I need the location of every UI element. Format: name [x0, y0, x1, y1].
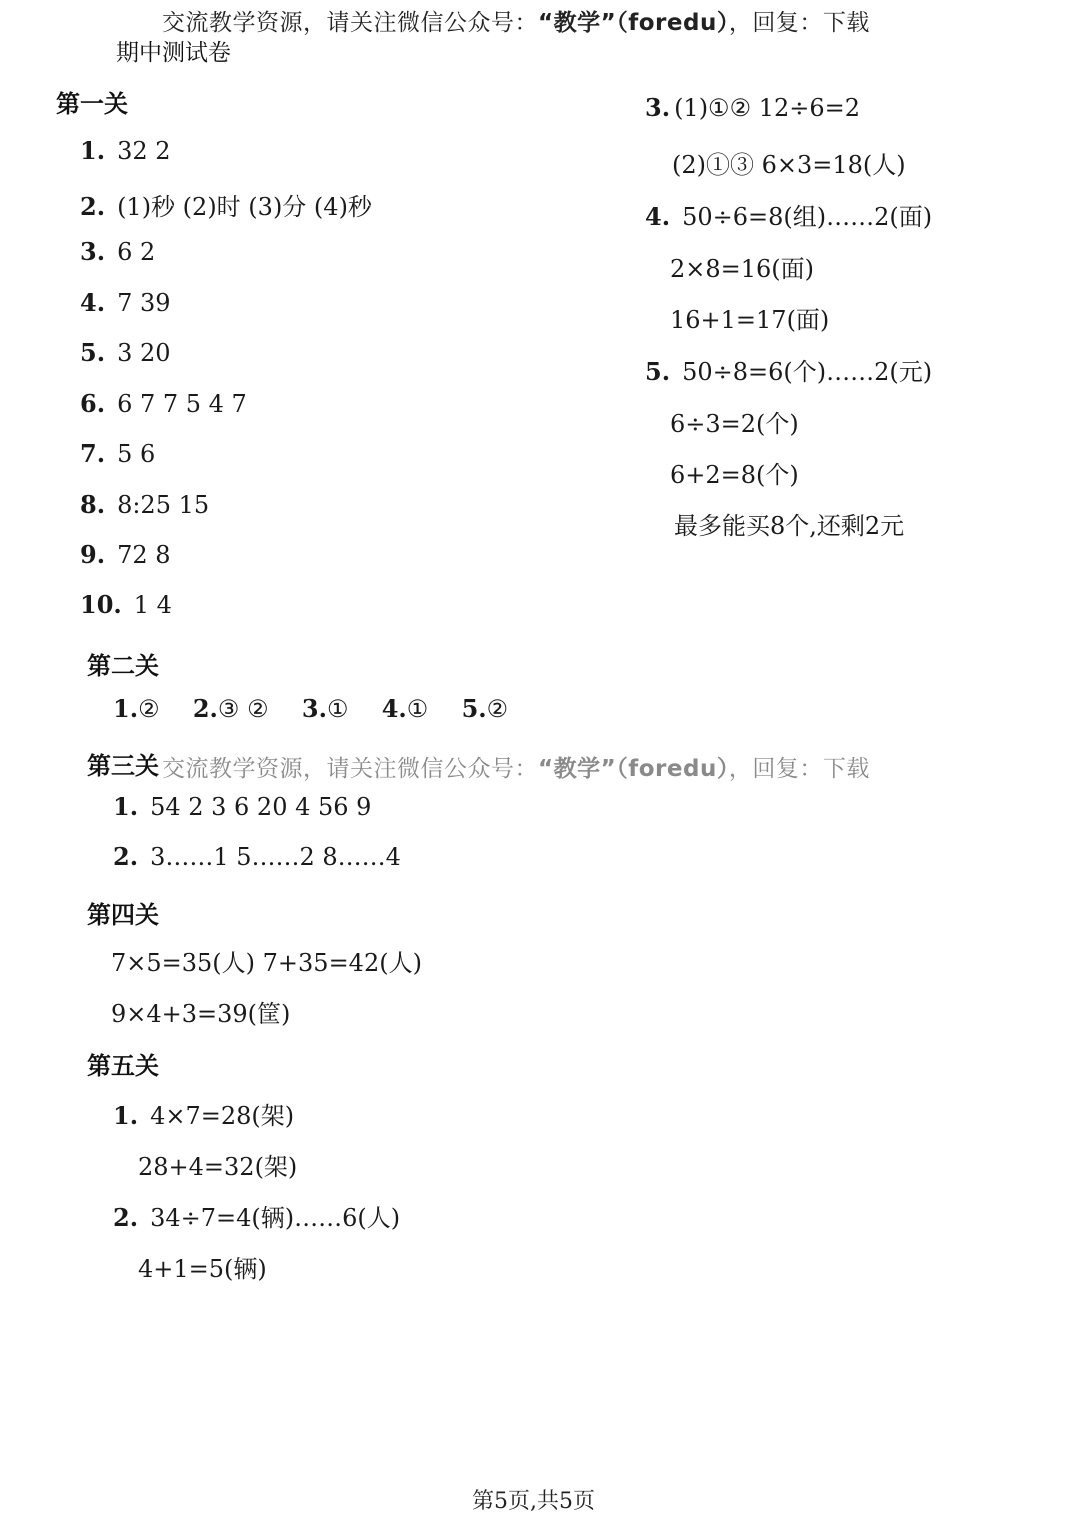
section-title-1: 第一关 [56, 90, 128, 118]
answer-line [80, 187, 372, 222]
answer-line [670, 404, 799, 439]
item-text: (1)秒 (2)时 (3)分 (4)秒 [117, 193, 372, 221]
item-text: 34÷7=4(辆)……6(人) [150, 1204, 401, 1232]
answer-line [138, 1147, 297, 1182]
item-number: 4. [645, 202, 671, 231]
item-text: 54 2 3 6 20 4 56 9 [150, 793, 372, 821]
item-number: 10. [80, 590, 122, 619]
answer-line [80, 540, 171, 569]
item-number: 2. [113, 842, 139, 871]
item-text: 6 7 7 5 4 7 [117, 390, 247, 418]
watermark-account: “教学” [538, 10, 617, 36]
answer-line [80, 590, 172, 619]
item-text: 16+1=17(面) [670, 306, 830, 334]
answer-line [80, 490, 209, 519]
item-text: 6+2=8(个) [670, 461, 799, 489]
item-number: 1. [113, 792, 139, 821]
answer-line [138, 1249, 267, 1284]
item-text: 5 6 [117, 440, 156, 468]
item-text: 50÷8=6(个)……2(元) [682, 358, 933, 386]
item-number: 3. [80, 237, 106, 266]
watermark-handle: （foredu） [616, 756, 729, 782]
answer-line [80, 439, 155, 468]
answer-line [645, 93, 860, 122]
answer-line [113, 842, 401, 871]
item-number: 8. [80, 490, 106, 519]
item-number: 2. [80, 192, 106, 221]
item-number: 7. [80, 439, 106, 468]
watermark-account: “教学” [538, 756, 617, 782]
item-text: 6÷3=2(个) [670, 410, 799, 438]
item-number: 1. [80, 136, 106, 165]
item-text: 4×7=28(架) [150, 1102, 295, 1130]
watermark-handle: （foredu） [616, 10, 729, 36]
answer-line [113, 1096, 294, 1131]
answer-line [80, 338, 171, 367]
section-title-3: 第三关 [87, 752, 159, 780]
item-text: 28+4=32(架) [138, 1153, 298, 1181]
answer-line [645, 197, 932, 232]
top-watermark [162, 4, 870, 37]
item-text: 6 2 [117, 238, 156, 266]
section-title-2: 第二关 [87, 652, 159, 680]
watermark-prefix: 交流教学资源，请关注微信公众号： [162, 10, 538, 36]
item-number: 4. [80, 288, 106, 317]
item-text: 7 39 [117, 289, 171, 317]
page-number: 第5页,共5页 [472, 1489, 595, 1514]
item-text: 3 20 [117, 339, 171, 367]
answer-line [670, 249, 814, 284]
item-number: 1. [113, 1101, 139, 1130]
watermark-suffix: ，回复：下载 [728, 756, 870, 782]
item-number: 3. [645, 93, 671, 122]
item-text: 50÷6=8(组)……2(面) [682, 203, 933, 231]
item-number: 9. [80, 540, 106, 569]
section-title-5: 第五关 [87, 1052, 159, 1080]
answer-line [645, 352, 932, 387]
answer-line [80, 136, 171, 165]
section-title-4: 第四关 [87, 901, 159, 929]
answer-line [80, 288, 171, 317]
item-text: 1 4 [133, 591, 172, 619]
item-text: 8:25 15 [117, 491, 210, 519]
item-number: 2. [113, 1203, 139, 1232]
item-text: 最多能买8个,还剩2元 [674, 512, 905, 540]
item-number: 5. [645, 357, 671, 386]
answer-line [670, 455, 799, 490]
document-title: 期中测试卷 [116, 40, 231, 66]
item-text: 72 8 [117, 541, 171, 569]
answer-line [672, 145, 906, 180]
section-4-line-2: 9×4+3=39(筐) [111, 1000, 291, 1028]
section-2-answers: 1.② 2.③ ② 3.① 4.① 5.② [113, 694, 509, 723]
item-number: 5. [80, 338, 106, 367]
watermark-prefix: 交流教学资源，请关注微信公众号： [162, 756, 538, 782]
answer-line [113, 792, 371, 821]
answer-line [80, 389, 247, 418]
item-text: 2×8=16(面) [670, 255, 815, 283]
item-text: 4+1=5(辆) [138, 1255, 267, 1283]
item-text: 3……1 5……2 8……4 [150, 843, 401, 871]
answer-line [674, 506, 904, 541]
watermark-suffix: ，回复：下载 [728, 10, 870, 36]
section-4-line-1: 7×5=35(人) 7+35=42(人) [111, 949, 422, 977]
item-text: 32 2 [117, 137, 171, 165]
answer-line [113, 1198, 400, 1233]
middle-watermark [162, 750, 870, 783]
answer-line [670, 300, 829, 335]
item-text: (1)①② 12÷6=2 [674, 94, 861, 122]
item-number: 6. [80, 389, 106, 418]
answer-line [80, 237, 155, 266]
item-text: (2)①③ 6×3=18(人) [672, 151, 906, 179]
